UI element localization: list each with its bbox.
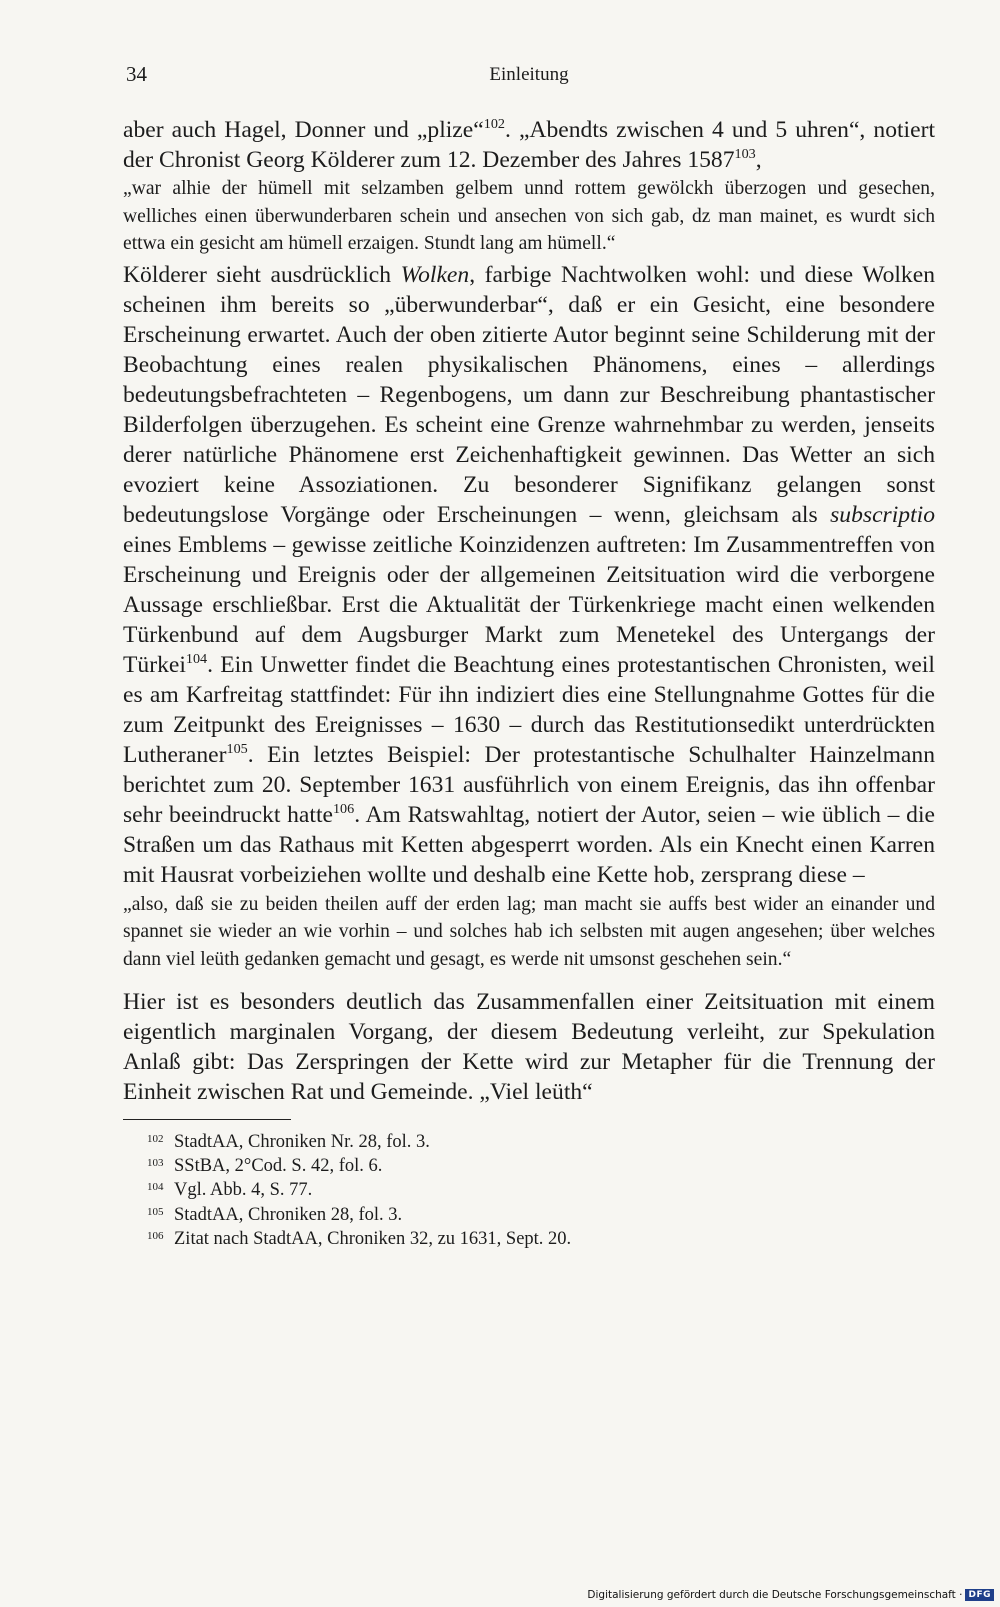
block-quote-1: „war alhie der hümell mit selzamben gelbem unnd rottem gewölckh überzogen und gesechen, welliches einen überwunderbaren schein und ansechen von sich gab, dz man mainet, es wurdt sich ettwa ein gesicht am hümell erzaigen. Stundt lang am hümell.“ [123, 178, 935, 254]
text-run: . Am Ratswahltag, notiert der Autor, seien – wie üblich – die Straßen um das Rathaus mit Ketten abgesperrt worden. Als ein Knecht einen Karren mit Hausrat vorbeiziehen wollte und deshalb eine Kette hob, zersprang diese – [123, 801, 935, 888]
page-number: 34 [126, 62, 147, 86]
footnote-number: 102 [147, 1133, 164, 1145]
footnote-text: StadtAA, Chroniken 28, fol. 3. [174, 1204, 403, 1225]
footnote [123, 1203, 935, 1227]
footnote [123, 1227, 935, 1251]
footnote-divider [123, 1119, 291, 1120]
text-run: . „Abendts zwischen 4 und 5 uhren“, notiert der Chronist Georg Kölderer zum 12. Dezember des Jahres 1587 [123, 117, 935, 173]
text-run: , [755, 147, 762, 173]
footnote-ref-104: 104 [185, 650, 208, 667]
footnote-ref-106: 106 [332, 800, 355, 817]
text-run: aber auch Hagel, Donner und „plize“ [123, 117, 484, 143]
footnote [123, 1154, 935, 1178]
emphasis: subscriptio [830, 501, 935, 528]
footnote [123, 1178, 935, 1202]
footnote-number: 106 [147, 1229, 164, 1242]
footnote-ref-105: 105 [226, 740, 248, 757]
footnote-text: Vgl. Abb. 4, S. 77. [174, 1180, 313, 1201]
paragraph-3: Hier ist es besonders deutlich das Zusammenfallen einer Zeitsituation mit einem eigentlich marginalen Vorgang, der diesem Bedeutung verleiht, zur Spekulation Anlaß gibt: Das Zerspringen der Kette wird zur Metapher für die Trennung der Einheit zwischen Rat und Gemeinde. „Viel leüth“ [123, 989, 935, 1105]
paragraph-1 [123, 115, 935, 175]
watermark-text: Digitalisierung gefördert durch die Deutsche Forschungsgemeinschaft · [587, 1589, 963, 1601]
paragraph-2 [123, 260, 935, 890]
page-header [123, 60, 935, 90]
text-run: eines Emblems – gewisse zeitliche Koinzidenzen auftreten: Im Zusammentreffen von Erscheinung und Ereignis oder der allgemeinen Zeitsituation wird die verborgene Aussage erschließbar. Erst die Aktualität der Türkenkriege macht einen welkenden Türkenbund auf dem Augsburger Markt zum Menetekel des Untergangs der Türkei [123, 531, 935, 678]
footnote-ref-102: 102 [483, 116, 505, 133]
text-run: , farbige Nachtwolken wohl: und diese Wolken scheinen ihm bereits so „überwunderbar“, daß er ein Gesicht, eine besondere Erscheinung erwartet. Auch der oben zitierte Autor beginnt seine Schilderung mit der Beobachtung eines realen physikalischen Phänomens, eines – allerdings bedeutungsbefrachteten – Regenbogens, um dann zur Beschreibung phantastischer Bilderfolgen überzugehen. Es scheint eine Grenze wahrnehmbar zu werden, jenseits derer natürliche Phänomene erst Zeichenhaftigkeit gewinnen. Das Wetter an sich evoziert keine Assoziationen. Zu besonderer Signifikanz gelangen sonst bedeutungslose Vorgänge oder Erscheinungen – wenn, gleichsam als [123, 261, 935, 528]
footnote-number: 105 [147, 1205, 164, 1218]
emphasis: Wolken [400, 261, 470, 288]
text-run: Kölderer sieht ausdrücklich [123, 261, 401, 288]
footnote-text: SStBA, 2°Cod. S. 42, fol. 6. [174, 1156, 383, 1177]
footnote-text: Zitat nach StadtAA, Chroniken 32, zu 1631, Sept. 20. [174, 1228, 572, 1249]
text-run: . Ein Unwetter findet die Beachtung eines protestantischen Chronisten, weil es am Karfreitag stattfindet: Für ihn indiziert dies eine Stellungnahme Gottes für die zum Zeitpunkt des Ereignisses – 1630 – durch das Restitutionsedikt unterdrückten Lutheraner [123, 651, 935, 768]
footnote [123, 1130, 935, 1154]
page-body [123, 115, 935, 1251]
footnote-ref-103: 103 [734, 146, 756, 163]
running-head: Einleitung [489, 64, 569, 85]
footnotes [123, 1130, 935, 1251]
digitization-watermark [587, 1589, 994, 1601]
text-run: . Ein letztes Beispiel: Der protestantische Schulhalter Hainzelmann berichtet zum 20. September 1631 ausführlich von einem Ereignis, das ihn offenbar sehr beeindruckt hatte [123, 741, 935, 828]
footnote-text: StadtAA, Chroniken Nr. 28, fol. 3. [174, 1132, 430, 1152]
footnote-number: 103 [147, 1157, 164, 1170]
dfg-logo: DFG [965, 1589, 994, 1601]
footnote-number: 104 [147, 1181, 164, 1194]
block-quote-2: „also, daß sie zu beiden theilen auff der erden lag; man macht sie auffs best wider an einander und spannet sie wieder an wie vorhin – und solches hab ich selbsten mit augen angesehen; über welches dann viel leüth gedanken gemacht und gesagt, es werde nit umsonst geschehen sein.“ [123, 893, 935, 970]
